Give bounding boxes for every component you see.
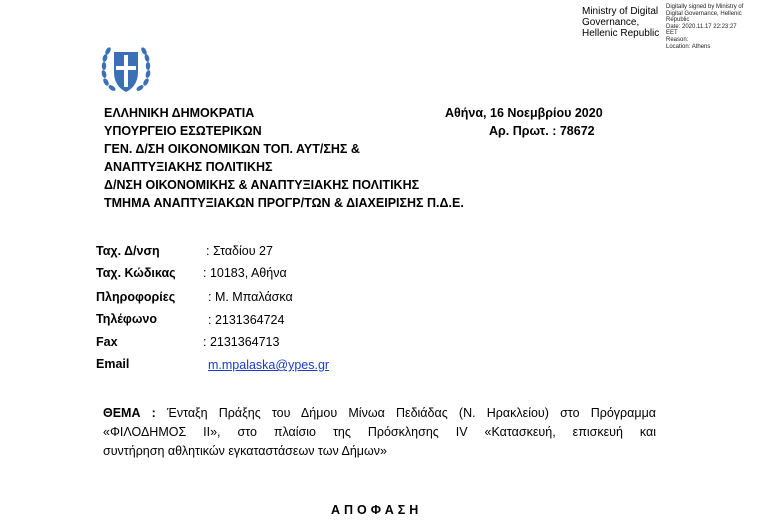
org-line: Δ/ΝΣΗ ΟΙΚΟΝΟΜΙΚΗΣ & ΑΝΑΠΤΥΞΙΑΚΗΣ ΠΟΛΙΤΙΚΗΣ [104,178,420,192]
subject-label: ΘΕΜΑ : [103,406,156,420]
contact-label-fax: Fax [96,335,118,349]
contact-label-info: Πληροφορίες [96,290,176,304]
signature-signer-line: Ministry of Digital [582,6,659,17]
subject-line: «ΦΙΛΟΔΗΜΟΣ ΙΙ», στο πλαίσιο της Πρόσκλησης IV «Κατασκευή, επισκευή και [103,425,656,439]
org-line: ΑΝΑΠΤΥΞΙΑΚΗΣ ΠΟΛΙΤΙΚΗΣ [104,160,273,174]
contact-value-info: : Μ. Μπαλάσκα [208,290,293,304]
signature-detail-line: Digital Governance, Hellenic [666,10,742,17]
org-line: ΓΕΝ. Δ/ΣΗ ΟΙΚΟΝΟΜΙΚΩΝ ΤΟΠ. ΑΥΤ/ΣΗΣ & [104,142,360,156]
signature-signer-line: Governance, [582,17,640,28]
subject-text: Ένταξη Πράξης του Δήμου Μίνωα Πεδιάδας (Ν. Ηρακλείου) στο Πρόγραμμα [155,406,656,420]
subject-paragraph [103,404,656,461]
email-link[interactable]: m.mpalaska@ypes.gr [208,358,330,372]
coat-of-arms-icon [100,42,152,96]
signature-detail-line: Reason: [666,36,689,43]
signature-detail-line: Location: Athens [666,43,711,50]
contact-label-email: Email [96,357,130,371]
signature-detail-line: EET [666,30,678,37]
org-line: ΕΛΛΗΝΙΚΗ ΔΗΜΟΚΡΑΤΙΑ [104,106,255,120]
signature-signer-line: Hellenic Republic [582,28,660,39]
signature-signer [582,6,659,39]
signature-detail-line: Republic [666,17,690,24]
org-line: ΤΜΗΜΑ ΑΝΑΠΤΥΞΙΑΚΩΝ ΠΡΟΓΡ/ΤΩΝ & ΔΙΑΧΕΙΡΙΣΗΣ Π.Δ.Ε. [104,196,464,210]
contact-value-address: : Σταδίου 27 [206,244,273,258]
document-date: Αθήνα, 16 Νοεμβρίου 2020 [445,106,603,120]
signature-detail-line: Date: 2020.11.17 22:23:27 [666,23,737,30]
signature-detail-line: Digitally signed by Ministry of [666,4,744,10]
contact-value-fax: : 2131364713 [203,335,280,349]
contact-label-phone: Τηλέφωνο [96,312,158,326]
contact-label-address: Ταχ. Δ/νση [96,244,160,258]
contact-value-postcode: : 10183, Αθήνα [203,266,287,280]
signature-details [666,4,743,50]
subject-line: συντήρηση αθλητικών εγκαταστάσεων των Δήμων» [103,444,387,458]
protocol-number: Αρ. Πρωτ. : 78672 [489,124,595,138]
decision-title: ΑΠΟΦΑΣΗ [331,503,423,517]
contact-value-phone: : 2131364724 [208,313,285,327]
contact-label-postcode: Ταχ. Κώδικας [96,266,176,280]
org-line: ΥΠΟΥΡΓΕΙΟ ΕΣΩΤΕΡΙΚΩΝ [104,124,262,138]
subject-line [103,404,656,423]
